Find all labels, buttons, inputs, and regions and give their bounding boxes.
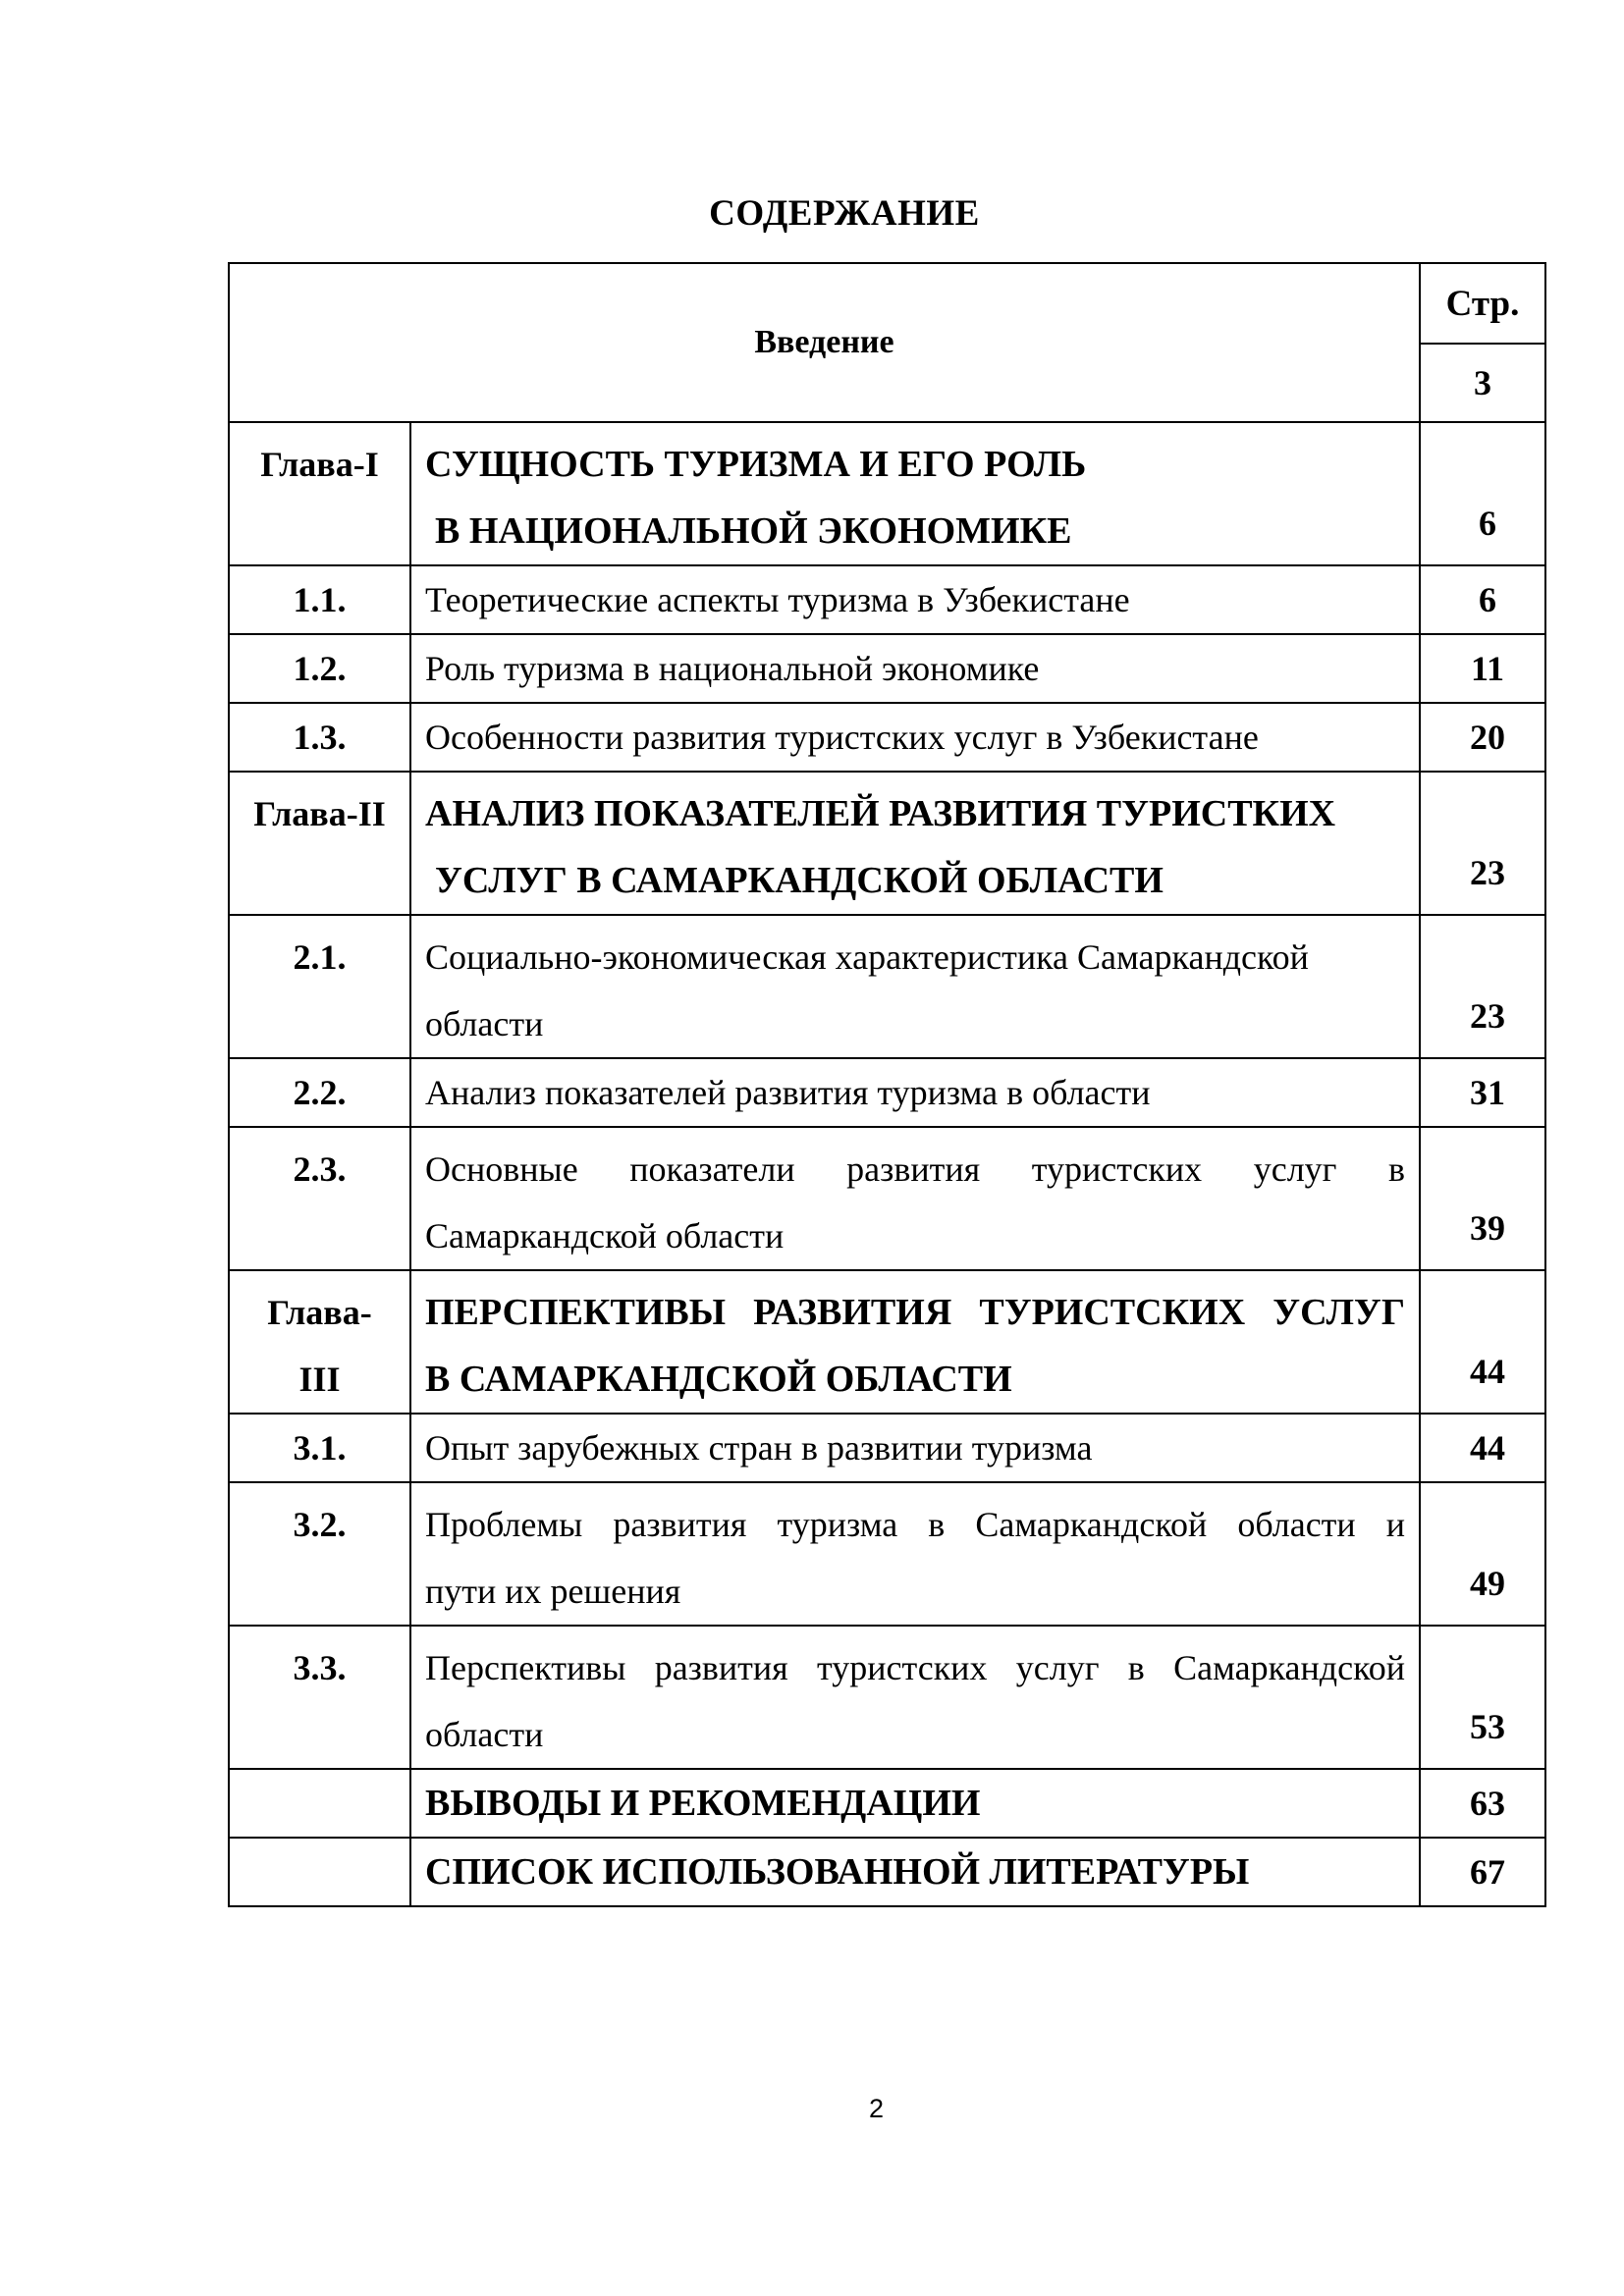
section-number: 3.2. [229,1482,410,1626]
section-row [229,1414,1545,1482]
chapter-title: ПЕРСПЕКТИВЫ РАЗВИТИЯ ТУРИСТСКИХ УСЛУГ В САМАРКАНДСКОЙ ОБЛАСТИ [410,1270,1420,1414]
section-number: 1.1. [229,565,410,634]
section-title: Особенности развития туристских услуг в Узбекистане [410,703,1420,772]
section-number: 2.3. [229,1127,410,1270]
chapter-page: 44 [1420,1270,1545,1414]
section-title: Опыт зарубежных стран в развитии туризма [410,1414,1420,1482]
section-title: Анализ показателей развития туризма в области [410,1058,1420,1127]
section-number: 2.1. [229,915,410,1058]
section-number: 1.2. [229,634,410,703]
chapter-row [229,422,1545,565]
empty-number-cell [229,1769,410,1838]
section-number: 2.2. [229,1058,410,1127]
section-row [229,1127,1545,1270]
chapter-page: 23 [1420,772,1545,915]
chapter-title: АНАЛИЗ ПОКАЗАТЕЛЕЙ РАЗВИТИЯ ТУРИСТКИХ УСЛУГ В САМАРКАНДСКОЙ ОБЛАСТИ [410,772,1420,915]
section-number: 3.1. [229,1414,410,1482]
section-row [229,915,1545,1058]
chapter-number: Глава-II [229,772,410,915]
section-title: Роль туризма в национальной экономике [410,634,1420,703]
section-page: 44 [1420,1414,1545,1482]
conclusions-page: 63 [1420,1769,1545,1838]
section-row [229,703,1545,772]
chapter-row [229,1270,1545,1414]
section-title: Теоретические аспекты туризма в Узбекистане [410,565,1420,634]
chapter-title: СУЩНОСТЬ ТУРИЗМА И ЕГО РОЛЬ В НАЦИОНАЛЬНОЙ ЭКОНОМИКЕ [410,422,1420,565]
page-title: СОДЕРЖАНИЕ [709,193,980,234]
section-title: Проблемы развития туризма в Самаркандской области и пути их решения [410,1482,1420,1626]
section-row [229,1058,1545,1127]
literature-title: СПИСОК ИСПОЛЬЗОВАННОЙ ЛИТЕРАТУРЫ [410,1838,1420,1906]
section-page: 6 [1420,565,1545,634]
intro-title: Введение [229,263,1420,422]
section-page: 23 [1420,915,1545,1058]
literature-row [229,1838,1545,1906]
section-page: 11 [1420,634,1545,703]
section-title: Перспективы развития туристских услуг в Самаркандской области [410,1626,1420,1769]
intro-page: 3 [1420,344,1545,422]
conclusions-title: ВЫВОДЫ И РЕКОМЕНДАЦИИ [410,1769,1420,1838]
table-of-contents [228,262,1546,1907]
section-page: 49 [1420,1482,1545,1626]
section-row [229,1482,1545,1626]
section-number: 3.3. [229,1626,410,1769]
section-page: 20 [1420,703,1545,772]
section-title: Социально-экономическая характеристика Самаркандской области [410,915,1420,1058]
section-number: 1.3. [229,703,410,772]
empty-number-cell [229,1838,410,1906]
section-row [229,565,1545,634]
chapter-number: Глава- III [229,1270,410,1414]
conclusions-row [229,1769,1545,1838]
section-page: 39 [1420,1127,1545,1270]
literature-page: 67 [1420,1838,1545,1906]
section-page: 31 [1420,1058,1545,1127]
chapter-number: Глава-I [229,422,410,565]
section-page: 53 [1420,1626,1545,1769]
chapter-row [229,772,1545,915]
chapter-page: 6 [1420,422,1545,565]
section-row [229,1626,1545,1769]
section-title: Основные показатели развития туристских услуг в Самаркандской области [410,1127,1420,1270]
page-column-header: Стр. [1420,263,1545,344]
page-number: 2 [868,2094,885,2123]
section-row [229,634,1545,703]
